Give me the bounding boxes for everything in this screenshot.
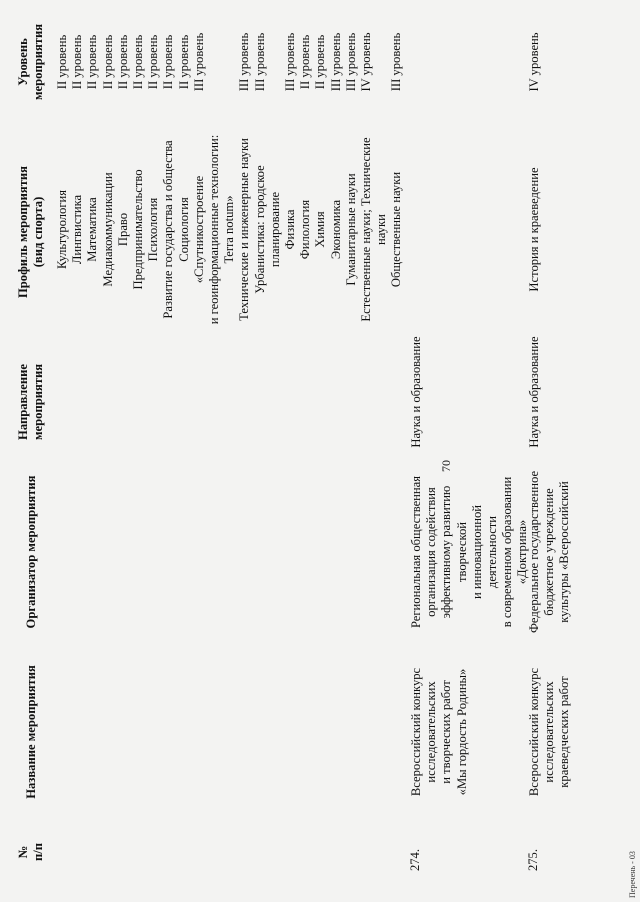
profile-item: планирование <box>267 191 282 268</box>
header-direction-line: Направление <box>16 364 30 440</box>
row-274-organizer-line: творческой <box>454 522 469 582</box>
row-274-name-line: и творческих работ <box>439 680 454 784</box>
level-item: III уровень <box>328 32 343 92</box>
header-direction-line: мероприятия <box>31 363 46 441</box>
row-274-name-line: «Мы гордость Родины» <box>454 668 469 796</box>
level-item: II уровень <box>146 34 161 90</box>
level-item: II уровень <box>55 34 69 90</box>
row-274-organizer-line: «Доктрина» <box>515 519 530 585</box>
row-274-profiles <box>55 122 405 337</box>
profile-item: Химия <box>313 211 328 248</box>
level-item <box>374 17 389 107</box>
row-274-organizer-line: в современном образовании <box>500 476 515 628</box>
profile-item: Право <box>115 212 130 247</box>
header-level-line: мероприятия <box>31 23 46 101</box>
row-275-num: 275. <box>526 848 540 872</box>
level-item: III уровень <box>252 32 267 92</box>
profile-item: Технические и инженерные науки <box>237 138 252 321</box>
header-level <box>16 17 46 107</box>
profile-item: Естественные науки; Технические <box>359 137 374 322</box>
row-274-name-line: исследовательских <box>424 681 439 783</box>
row-274-organizer <box>409 462 531 642</box>
row-275-profiles <box>527 122 542 337</box>
header-num <box>16 832 46 872</box>
level-item: II уровень <box>70 34 85 90</box>
profile-item: науки <box>374 214 389 245</box>
level-item: IV уровень <box>359 32 374 92</box>
profile-item: Урбанистика: городское <box>252 165 267 294</box>
page-footer: Перечень - 03 <box>628 851 637 898</box>
header-profile <box>16 142 46 322</box>
row-275-organizer-line: Федеральное государственное <box>527 470 541 634</box>
level-item: II уровень <box>115 34 130 90</box>
level-item: IV уровень <box>527 32 541 92</box>
row-274-name-line: Всероссийский конкурс <box>409 667 423 797</box>
row-275-organizer-line: бюджетное учреждение <box>542 488 557 616</box>
profile-item: Математика <box>85 197 100 262</box>
row-274-organizer-line: деятельности <box>485 515 500 589</box>
profile-item: и геоинформационные технологии: <box>207 134 222 325</box>
level-item: II уровень <box>85 34 100 90</box>
profile-item: «Спутникостроение <box>191 175 206 284</box>
level-item: III уровень <box>237 32 252 92</box>
header-num-line: № <box>16 845 30 859</box>
header-num-line: п/п <box>31 843 46 862</box>
profile-item: Развитие государства и общества <box>161 140 176 319</box>
row-275-name-line: краеведческих работ <box>557 676 572 788</box>
header-profile-line: (вид спорта) <box>31 196 46 268</box>
row-274-num: 274. <box>408 848 422 872</box>
row-275-name-line: Всероссийский конкурс <box>527 667 541 797</box>
profile-item: Медиакоммуникации <box>100 172 115 287</box>
level-item: III уровень <box>191 32 206 92</box>
profile-item: Психология <box>146 197 161 262</box>
profile-item: Культурология <box>55 189 69 270</box>
row-275-name <box>527 657 573 807</box>
level-item: II уровень <box>131 34 146 90</box>
level-item <box>268 17 283 107</box>
row-274-organizer-line: организация содействия <box>424 487 439 617</box>
level-item: II уровень <box>176 34 191 90</box>
level-item: III уровень <box>389 32 404 92</box>
level-item <box>222 17 237 107</box>
profile-item: Гуманитарные науки <box>343 173 358 286</box>
row-274-levels <box>55 17 405 107</box>
row-275-name-line: исследовательских <box>542 681 557 783</box>
level-item: III уровень <box>343 32 358 92</box>
header-direction <box>16 347 46 457</box>
header-organizer: Организатор мероприятия <box>24 475 38 629</box>
profile-item: Экономика <box>328 199 343 260</box>
level-item: III уровень <box>283 32 298 92</box>
header-level-line: Уровень <box>16 38 30 86</box>
header-name: Название мероприятия <box>24 665 38 799</box>
row-274-organizer-line: и инновационной <box>469 504 484 600</box>
row-274-direction: Наука и образование <box>409 336 423 448</box>
row-275-direction: Наука и образование <box>527 336 541 448</box>
profile-item: Terra notum» <box>222 195 237 264</box>
page-number: 70 <box>439 460 453 472</box>
profile-item: Общественные науки <box>389 171 404 288</box>
row-274-organizer-line: эффективному развитию <box>439 485 454 619</box>
row-275-organizer <box>527 462 573 642</box>
profile-item: Филология <box>298 199 313 260</box>
profile-item: Предпринимательство <box>131 169 146 290</box>
profile-item: История и краеведение <box>527 167 541 292</box>
row-275-organizer-line: культуры «Всероссийский <box>557 481 572 623</box>
level-item: II уровень <box>100 34 115 90</box>
profile-item: Лингвистика <box>70 194 85 265</box>
level-item: II уровень <box>313 34 328 90</box>
profile-item: Социология <box>176 197 191 262</box>
profile-item: Физика <box>283 209 298 250</box>
header-profile-line: Профиль мероприятия <box>16 166 30 298</box>
row-274-organizer-line: Региональная общественная <box>409 475 423 629</box>
level-item <box>207 17 222 107</box>
row-274-name <box>409 657 470 807</box>
level-item: II уровень <box>161 34 176 90</box>
row-275-levels <box>527 17 542 107</box>
level-item: II уровень <box>298 34 313 90</box>
